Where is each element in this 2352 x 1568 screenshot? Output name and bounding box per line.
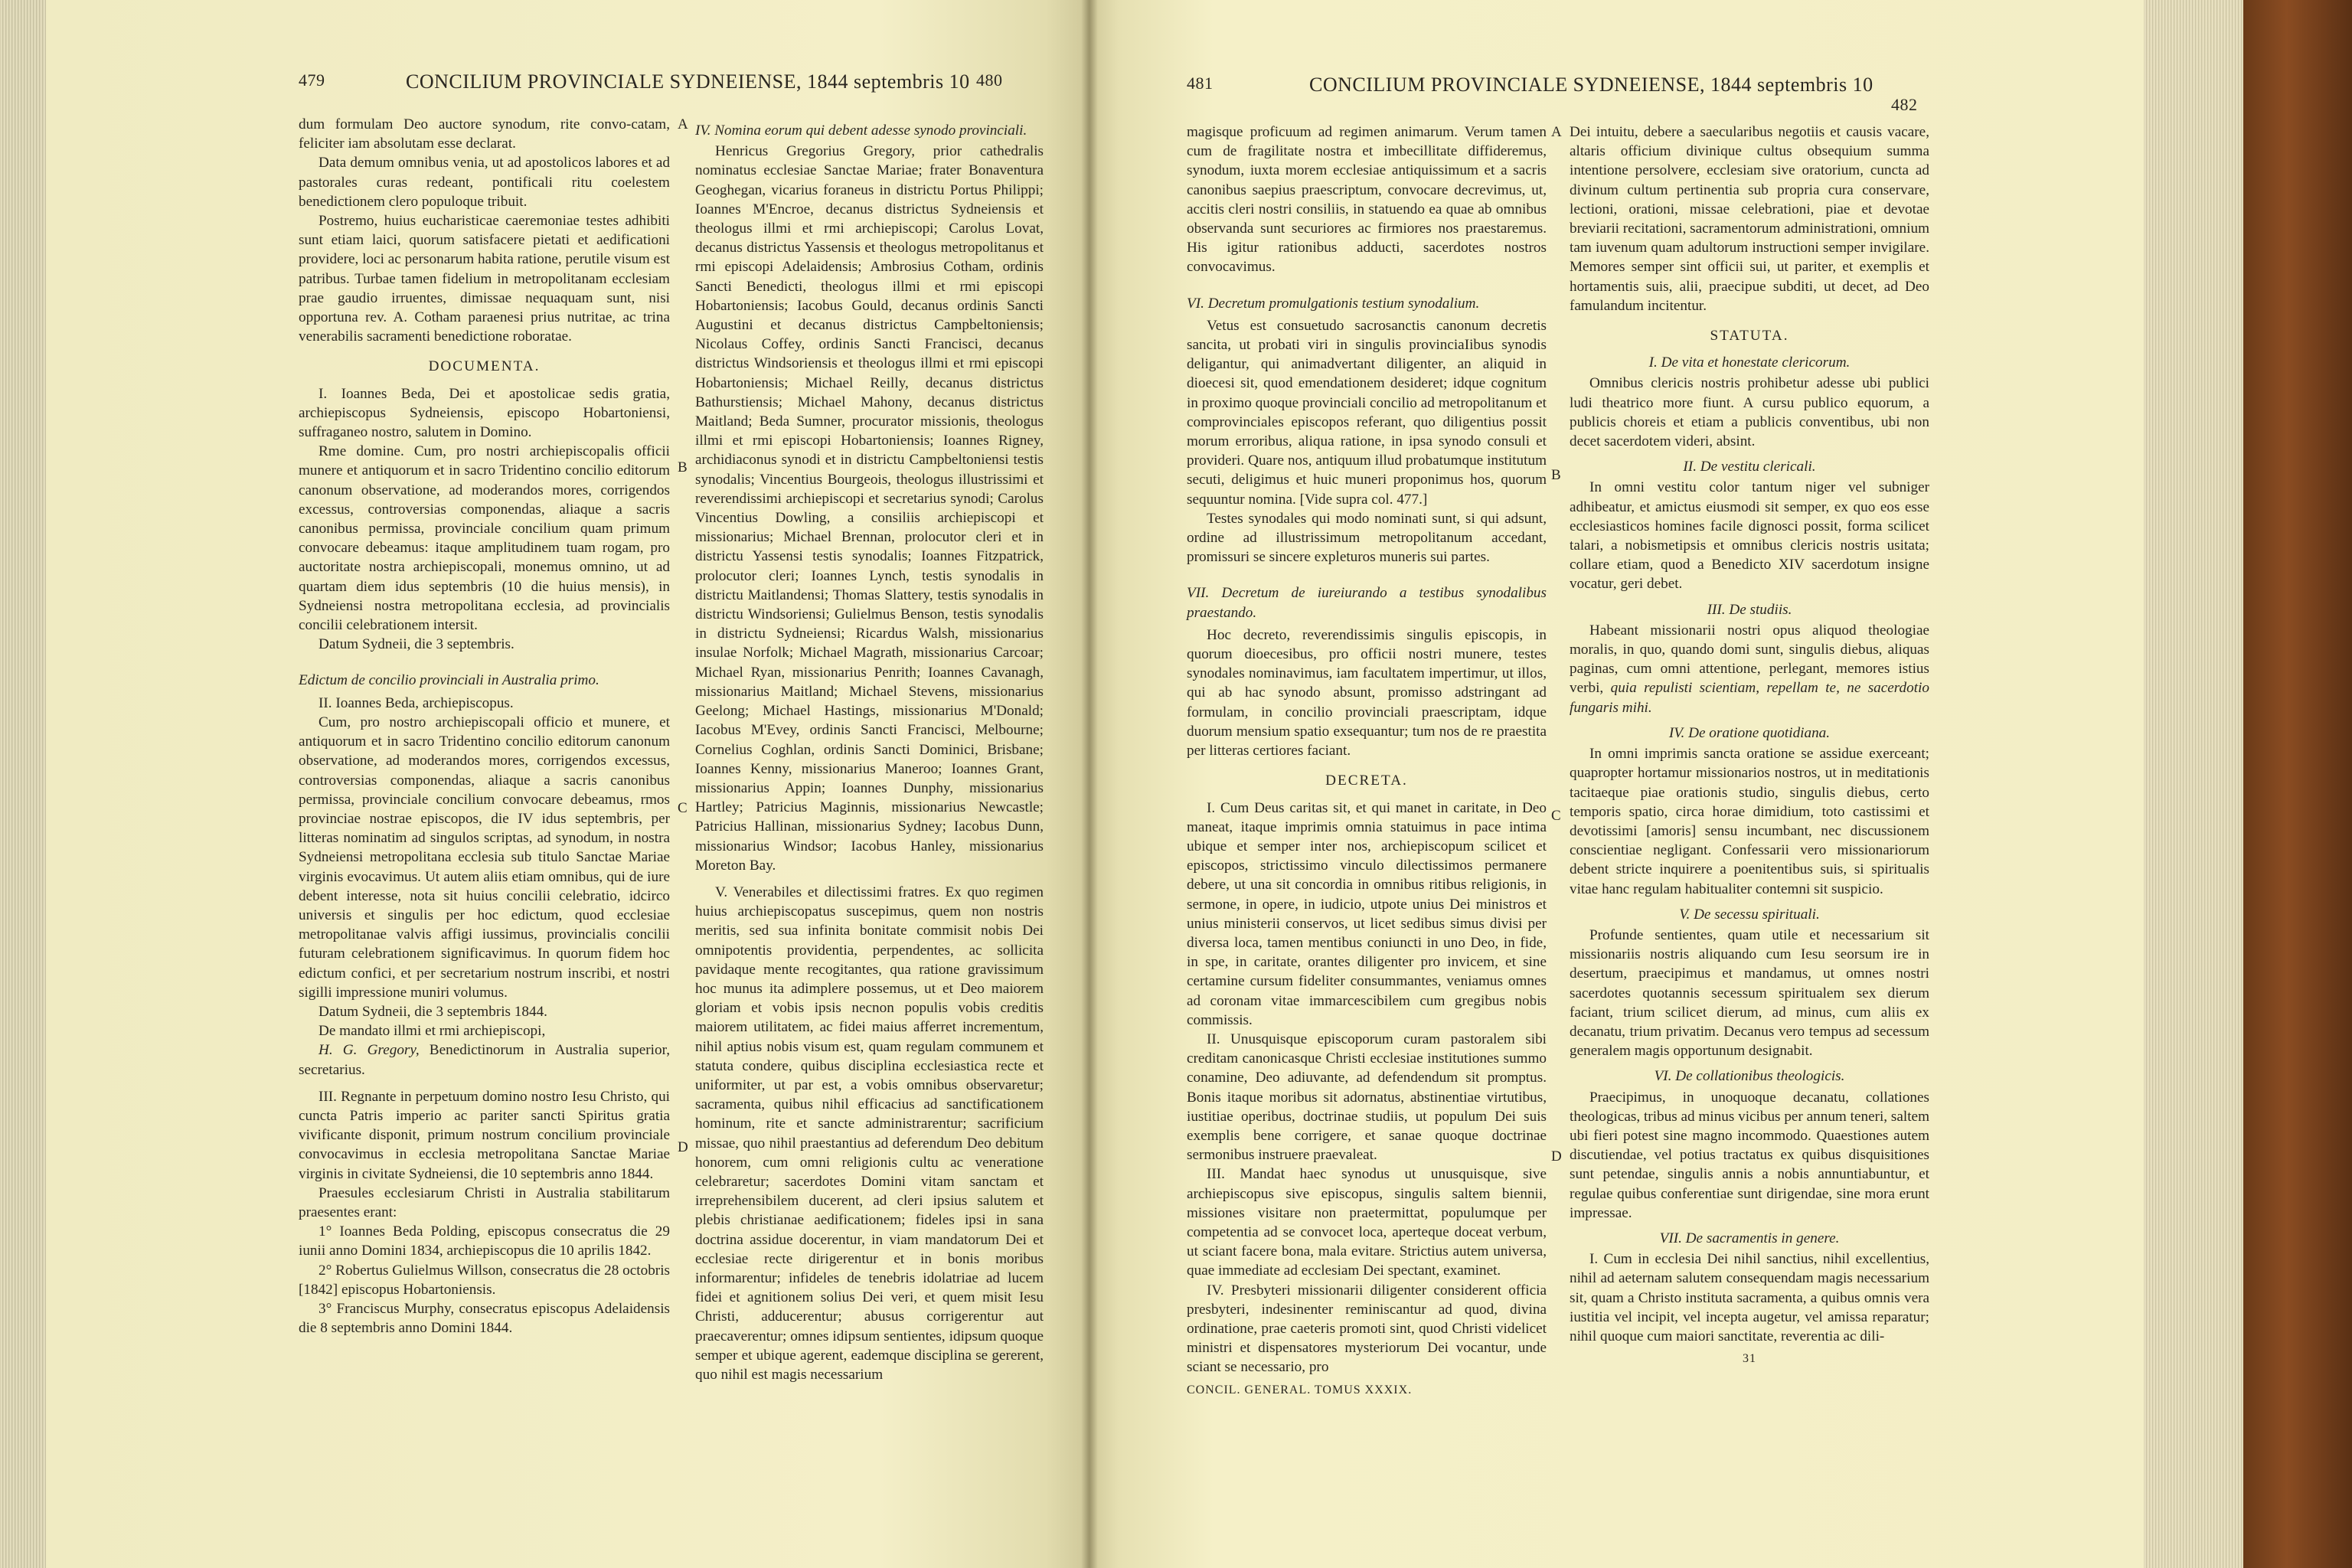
paragraph: Testes synodales qui modo nominati sunt, si qui adsunt, ordine ad illustrissimum metropolitanum accedant, promissuri se sincere expleturos muneris sui partes. (1187, 510, 1547, 566)
page-number-479: 479 (299, 70, 325, 90)
paragraph: V. Venerabiles et dilectissimi fratres. Ex quo regimen huius archiepiscopatus suscepimus, quem non nostris meritis, sed sua infinita bonitate commisit nobis Dei omnipotentis providentia, perpendentes, ac sollicita pavidaque mente recogitantes, qua ratione gravissimum hoc munus ita adimplere possemus, ut et Deo maiorem gloriam et vobis ipsis necnon populis vobis creditis maiorem utilitatem, ac fidei maius afferret incrementum, nihil aptius nobis visum est, quam regulam communem et statuta condere, quibus disciplina ecclesiastica recte et uniformiter, ut par est, a vobis omnibus observaretur; sacramenta, quibus nihil efficacius ad sanctificationem hominum, rite et sancte administrarentur; sacrificium missae, quo nihil praestantius ad deferendum Deo debitum honorem, cum omni religionis cultu ac veneratione celebraretur; sacerdotes Domini vitam sanctam et irreprehensibilem ducerent, ad cleri ipsius salutem et plebis christianae aedificationem; fideles ipsi in sana doctrina assidue docerentur, in viam mandatorum Dei et ecclesiae recte dirigerentur et in bonis moribus informarentur; infideles de tenebris idolatriae ad lucem fidei et agnitionem solius Dei veri, et quem misit Iesu Christi, adducerentur; abusus corrigerentur aut praecaverentur; omnes idipsum sentientes, idipsum quoque semper et ubique agerent, eademque disciplina se gererent, quo nihil est magis necessarium (695, 884, 1044, 1383)
section-heading-vi: VI. De collationibus theologicis. (1654, 1068, 1845, 1085)
margin-marker-a: A (1551, 124, 1562, 140)
section-heading-statuta: STATUTA. (1710, 328, 1789, 345)
paragraph: dum formulam Deo auctore synodum, rite convo-catam, feliciter iam absolutam esse declarat. (299, 116, 670, 152)
page-number-482: 482 (1891, 95, 1918, 114)
right-page (1087, 0, 2144, 1568)
paragraph: IV. Presbyteri missionarii diligenter considerent officia presbyteri, indesinenter reminiscantur ad quod, divina ordinatione, prae caeteris promoti sint, quod Christi videlicet ministri et dispensatores mysteriorum Dei vocantur, unde sciant se necessario, pro (1187, 1282, 1547, 1376)
section-heading-ii: II. De vestitu clericali. (1683, 459, 1816, 475)
right-page-edges (2128, 0, 2251, 1568)
paragraph: I. Cum in ecclesia Dei nihil sanctius, nihil excellentius, nihil ad aeternam salutem consequendam magis necessarium sit, quam a Christo instituta sacramenta, a quibus omnis vera iustitia vel incipit, vel incepta augetur, vel amissa reparatur; nihil quoque cum maiori sanctitate, reverentia ac dili- (1570, 1251, 1929, 1344)
paragraph: Rme domine. Cum, pro nostri archiepiscopalis officii munere et antiquorum et in sacro Tridentino concilio editorum canonum observatione, ad moderandos mores, corrigendos excessus, controversias componendas, aliaque a sacris canonibus permissa, provinciale concilium quam primum convocare debeamus: itaque amplitudinem tuam rogam, pro auctoritate nostra archiepiscopali, monemus omnino, ut ad quartam diem idus septembris (10 die huius mensis), in Sydneiensi nostra metropolitana ecclesia, ad provincialis concilii celebrationem intersit. (299, 443, 670, 634)
column-480 (695, 115, 1044, 1384)
paragraph: magisque proficuum ad regimen animarum. Verum tamen cum de fragilitate nostra et imbecillitate diffideremus, synodum, iuxta morem ecclesiae antiquissimum et a sacris canonibus saepius praescriptum, convocare decrevimus, ut, accitis cleri nostri consiliis, in statuendo ea quae ab omnibus observanda sunt securiores ac firmiores nos praestaremus. His igitur rationibus adducti, sacerdotes nostros convocavimus. (1187, 124, 1547, 276)
list-item: 1° Ioannes Beda Polding, episcopus consecratus die 29 iunii anno Domini 1834, archiepiscopus die 10 aprilis 1842. (299, 1223, 670, 1259)
page-number-480: 480 (976, 70, 1003, 90)
paragraph-text: Habeant missionarii nostri opus aliquod theologiae moralis, in quo, quando domi sunt, singulis diebus, aliquas paginas, cum omni attentione, perlegant, memores istius verbi, (1570, 622, 1929, 697)
margin-marker-b: B (1551, 467, 1561, 483)
paragraph: Postremo, huius eucharisticae caeremoniae testes adhibiti sunt etiam laici, quorum satisfacere pietati et aedificationi providere, loci ac personarum habita ratione, perutile visum est patribus. Turbae tamen fidelium in metropolitanam ecclesiam prae gaudio irruentes, dimissae nequaquam sunt, nisi opportuna rev. A. Cotham paraenesi prius nutritae, ac trina venerabilis sacramenti benedictione roboratae. (299, 213, 670, 345)
paragraph: Hoc decreto, reverendissimis singulis episcopis, in quorum dioecesibus, pro officii nostri munere, testes synodales nominavimus, iam facultatem impertimur, ut illos, qui ab hac synodo absunt, promisso adstringant ad formulam, in concilio provinciali praescriptam, idque duorum mensium spatio exsequantur; tum nos de re praestita per litteras certiores faciant. (1187, 626, 1547, 760)
paragraph: Cum, pro nostro archiepiscopali officio et munere, et antiquorum et in sacro Tridentino concilio editorum canonum observatione, ad moderandos mores, corrigendos excessus, controversias componendas, aliaque a sacris canonibus permissa, provinciale concilium convocare debeamus, rmos provinciae nostrae episcopos, die IV idus septembris, per litteras nominatim ad singulos scriptas, ad synodum, in nostra Sydneiensi metropolitana ecclesia sub titulo Sanctae Mariae virginis evocavimus. Ut autem aliis etiam omnibus, qui de iure debent interesse, nota sit huius concilii celebratio, idcirco universis et singulis per hoc edictum, quod ecclesiae metropolitanae valvis affigi iussimus, provincialis concilii futuram celebrationem significavimus. In quorum fidem hoc edictum confici, et per secretarium nostrum inscribi, et nostri sigilli impressione muniri volumus. (299, 714, 670, 1001)
paragraph: Vetus est consuetudo sacrosanctis canonum decretis sancita, ut probati viri in singulis provinciaIibus synodis deligantur, qui animadvertant diligenter, an aliquid in dioecesi sit, quod emendationem desideret; idque cognitum in proximo quoque provinciali concilio ad metropolitanum et comprovinciales episcopos referant, quo diligentius possit morum erroribus, aliqua ratione, in ipsa synodo consuli et provideri. Quare nos, antiquum illud probatumque institutum secuti, deligimus et huic muneri proponimus hos, quorum sequuntur nomina. [Vide supra col. 477.] (1187, 317, 1547, 508)
section-heading-i: I. De vita et honestate clericorum. (1648, 354, 1851, 371)
signature-mark: 31 (1743, 1352, 1756, 1366)
column-481 (1187, 122, 1547, 1400)
margin-marker-a: A (678, 116, 688, 132)
section-heading-edictum: Edictum de concilio provinciali in Australia primo. (299, 672, 599, 689)
section-heading-vii: VII. Decretum de iureiurando a testibus synodalibus praestando. (1187, 585, 1547, 621)
paragraph: Data demum omnibus venia, ut ad apostolicos labores et ad pastorales curas redeant, pontificali ritu coelestem benedictionem clero populoque tribuit. (299, 155, 670, 210)
section-heading-iii: III. De studiis. (1707, 601, 1792, 618)
paragraph: De mandato illmi et rmi archiepiscopi, (318, 1023, 546, 1040)
book-gutter (1081, 0, 1098, 1568)
column-482 (1570, 122, 1929, 1368)
paragraph: III. Mandat haec synodus ut unusquisque, sive archiepiscopus sive episcopus, singulis saltem biennii, missiones visitare non praetermittat, populumque per competentia ad se convocet loca, aperteque doceat verbum, ut sciant facere bona, mala evitare. Strictius autem universa, quae immediate ad ecclesiam Dei spectant, examinet. (1187, 1166, 1547, 1279)
paragraph: In omni vestitu color tantum niger vel subniger adhibeatur, et amictus eiusmodi sit semper, ex quo eos esse ecclesiasticos homines facile dignosci possit, forma scilicet talari, a nobismetipsis et omnibus clericis nostris usitata; collare etiam, quod a Benedicto XIV sacerdotum insigne vocatur, geri debet. (1570, 479, 1929, 593)
margin-marker-b: B (678, 459, 688, 475)
section-heading-vii: VII. De sacramentis in genere. (1659, 1230, 1840, 1246)
volume-footer: CONCIL. GENERAL. TOMUS XXXIX. (1187, 1383, 1413, 1396)
right-header-title: CONCILIUM PROVINCIALE SYDNEIENSE, 1844 septembris 10 (1309, 74, 1873, 96)
paragraph: II. Unusquisque episcoporum curam pastoralem sibi creditam canonicasque Christi ecclesiae institutiones summo conamine, Deo adiuvante, ad defendendum sit promptus. Bonis itaque moribus sit adornatus, abstinentiae virtutibus, iustitiae operibus, doctrinae studiis, ut populum Dei suis exemplis bene corrigere, et sanae quoque doctrinae sermonibus instruere praevaleat. (1187, 1031, 1547, 1164)
paragraph: III. Regnante in perpetuum domino nostro Iesu Christo, qui cuncta Patris imperio ac pariter sancti Spiritus gratia vivificante disponit, primum nostrum concilium provinciale convocavimus in ecclesia metropolitana Sanctae Mariae virginis in civitate Sydneiensi, die 10 septembris anno 1844. (299, 1088, 670, 1182)
quotation: quia repulisti scientiam, repellam te, ne sacerdotio fungaris mihi. (1570, 680, 1929, 716)
paragraph: II. Ioannes Beda, archiepiscopus. (318, 694, 514, 711)
paragraph: Dei intuitu, debere a saecularibus negotiis et causis vacare, altaris officium divinique cultus obsequium summa intentione persolvere, ecclesiam sive oratorium, cuncta ad divinum cultum pertinentia sub propria cura conservare, lectioni, orationi, missae celebrationi, piae et devotae breviarii recitationi, sacramentorum administrationi, omnium tam iuvenum quam adultorum instructioni semper invigilare. Memores semper sint officii sui, ut pariter, et exemplis et hortamentis suis, alii, praecipue subditi, ut decet, ad Deo famulandum incitentur. (1570, 124, 1929, 314)
margin-marker-c: C (678, 800, 688, 816)
paragraph: Profunde sentientes, quam utile et necessarium sit missionariis nostris aliquando cum Iesu seorsum ire in desertum, praecipimus et mandamus, ut omnes nostri sacerdotes quotannis secessum spiritualem sex dierum faciant, trium scilicet dierum, ad minus, cum aliis ex decanatu, trium privatim. Decanus vero tempus ad secessum generalem magis opportunum designabit. (1570, 926, 1929, 1060)
paragraph: In omni imprimis sancta oratione se assidue exerceant; quapropter hortamur missionarios nostros, ut in meditationis tacitaeque piae orationis studio, singulis diebus, certo temporis spatio, circa horae dimidium, toto castissimi et devotissimi [amoris] sensu incumbant, nec discussionem conscientiae negligant. Confessarii vero missionariorum debent stricte inquirere a poenitentibus suis, si spiritualis vitae hanc regulam habitualiter contemni sit suspicio. (1570, 746, 1929, 897)
section-heading-documenta: DOCUMENTA. (428, 358, 541, 375)
signature-title: Benedictinorum in Australia superior, secretarius. (299, 1042, 670, 1078)
signature-name: H. G. Gregory, (318, 1042, 420, 1059)
column-479 (299, 115, 670, 1338)
section-heading-decreta: DECRETA. (1325, 773, 1408, 789)
list-item: 3° Franciscus Murphy, consecratus episcopus Adelaidensis die 8 septembris anno Domini 1844. (299, 1300, 670, 1337)
paragraph-names: Henricus Gregorius Gregory, prior cathedralis nominatus ecclesiae Sanctae Mariae; frater Bonaventura Geoghegan, vicarius foraneus in districtu Portus Philippi; Ioannes M'Encroe, decanus districtus Sydneiensis et theologus illmi et rmi archiepiscopi; Carolus Lovat, decanus districtus Yassensis et theologus metropolitanus et rmi episcopi Adelaidensis; Ambrosius Cotham, ordinis Sancti Benedicti, theologus illmi et rmi episcopi Hobartoniensis; Iacobus Gould, decanus ordinis Sancti Augustini et decanus districtus Campbeltoniensis; Nicolaus Coffey, ordinis Sancti Francisci, decanus districtus Windsoriensis et theologus illmi et rmi episcopi Hobartoniensis; Michael Reilly, decanus districtus Bathurstiensis; Michael Mahony, decanus districtus Maitland; Beda Sumner, procurator missionis, theologus illmi et rmi episcopi Hobartoniensis; Ioannes Rigney, archidiaconus synodi et in districtu Campbeltoniensi testis synodalis; Vincentius Bourgeois, theologus illustrissimi et reverendissimi archiepiscopi et secretarius synodi; Carolus Vincentius Dowling, a consiliis archiepiscopi et missionarius; Michael Brennan, prolocutor cleri et in districtu Yassensi testis synodalis; Ioannes Fitzpatrick, prolocutor cleri; Ioannes Lynch, testis synodalis in districtu Maitlandensi; Thomas Slattery, testis synodalis in districtu Windsoriensi; Gulielmus Benson, testis synodalis in districtu Sydneiensi; Ricardus Walsh, missionarius insulae Norfolk; Michael Magrath, missionarius Carcoar; Michael Ryan, missionarius Penrith; Ioannes Cavanagh, missionarius Maitland; Michael Stevens, missionarius Geelong; Michael Hastings, missionarius M'Donald; Iacobus M'Evey, ordinis Sancti Francisci, Melbourne; Cornelius Coghlan, ordinis Sancti Dominici, Brisbane; Ioannes Kenny, missionarius Maneroo; Ioannes Grant, missionarius Appin; Ioannes Dunphy, missionarius Hartley; Patricius Maginnis, missionarius Newcastle; Patricius Hallinan, missionarius Sydney; Iacobus Dunn, missionarius Windsor; Iacobus Hanley, missionarius Moreton Bay. (695, 143, 1044, 874)
section-heading-iv: IV. Nomina eorum qui debent adesse synodo provinciali. (695, 122, 1027, 139)
margin-marker-c: C (1551, 808, 1561, 824)
signature-line (299, 1040, 670, 1079)
paragraph: Praesules ecclesiarum Christi in Australia stabilitarum praesentes erant: (299, 1184, 670, 1220)
left-header-title: CONCILIUM PROVINCIALE SYDNEIENSE, 1844 septembris 10 (406, 70, 970, 93)
paragraph: Datum Sydneii, die 3 septembris 1844. (318, 1003, 547, 1020)
paragraph: I. Cum Deus caritas sit, et qui manet in caritate, in Deo maneat, itaque imprimis omnia statuimus in pace intima ubique et semper inter nos, archiepiscopum scilicet et episcopos, strictissimo vinculo dilectissimos permanere debere, ut una sit concordia in omnibus ritibus religionis, in sermone, in opere, in iudicio, utpote unius Dei ministros et unius ministerii conservos, ut licet sedibus simus divisi per diversa loca, tamen mentibus coniuncti in uno Deo, in fide, in spe, in caritate, orantes diligenter pro invicem, et sine certamine cursum fideliter consummantes, veniamus omnes ad coronam vitae immarcescibilem cum gregibus nobis commissis. (1187, 799, 1547, 1028)
list-item: 2° Robertus Gulielmus Willson, consecratus die 28 octobris [1842] episcopus Hobartoniensis. (299, 1262, 670, 1298)
section-heading-vi: VI. Decretum promulgationis testium synodalium. (1187, 295, 1480, 312)
left-page (46, 0, 1087, 1568)
paragraph: Praecipimus, in unoquoque decanatu, collationes theologicas, tribus ad minus vicibus per annum teneri, saltem ubi fieri potest sine magno incommodo. Quaestiones autem discutiendae, vel potius tractatus ex quibus disquisitiones sunt petendae, singulis annis a nobis annuntiabuntur, et regulae quibus conferentiae sunt dirigendae, sine mora erunt impressae. (1570, 1089, 1929, 1221)
paragraph: I. Ioannes Beda, Dei et apostolicae sedis gratia, archiepiscopus Sydneiensis, episcopo Hobartoniensi, suffraganeo nostro, salutem in Domino. (299, 385, 670, 441)
section-heading-iv: IV. De oratione quotidiana. (1668, 724, 1831, 741)
paragraph: Datum Sydneii, die 3 septembris. (318, 636, 514, 653)
margin-marker-d: D (1551, 1148, 1562, 1165)
section-heading-v: V. De secessu spirituali. (1679, 906, 1820, 923)
page-number-481: 481 (1187, 74, 1214, 93)
paragraph: Omnibus clericis nostris prohibetur adesse ubi publici ludi theatrico more fiunt. A cursu publico equorum, a publicis choreis et etiam a publicis conventibus, ubi non decet sacerdotem videri, absint. (1570, 375, 1929, 450)
paragraph (1570, 621, 1929, 717)
book-cover (2243, 0, 2352, 1568)
margin-marker-d: D (678, 1139, 688, 1155)
